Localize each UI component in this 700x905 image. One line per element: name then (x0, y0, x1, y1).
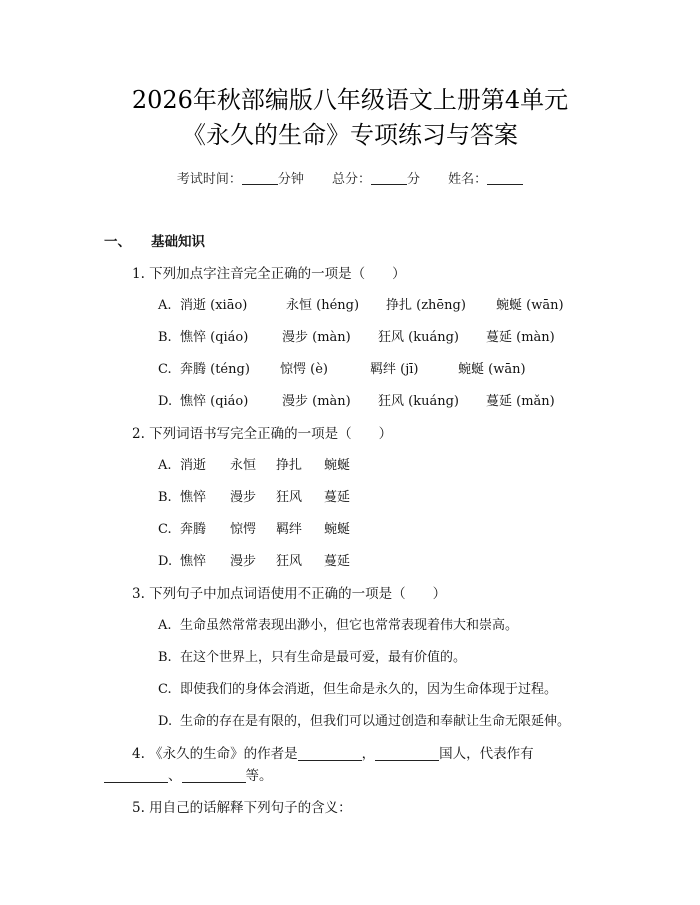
q3-option-a[interactable]: A. 生命虽然常常表现出渺小，但它也常常表现着伟大和崇高。 (158, 618, 519, 633)
q1-option-c[interactable]: C. 奔腾 (téng) 惊愕 (è) 羁绊 (jī) 蜿蜒 (wān) (158, 362, 526, 377)
q2-option-a[interactable]: A. 消逝 永恒 挣扎 蜿蜒 (158, 458, 351, 473)
page-title: 2026年秋部编版八年级语文上册第4单元 (131, 86, 569, 114)
q1-option-a[interactable]: A. 消逝 (xiāo) 永恒 (héng) 挣扎 (zhēng) 蜿蜒 (wān) (158, 298, 564, 313)
q3-option-d[interactable]: D. 生命的存在是有限的，但我们可以通过创造和奉献让生命无限延伸。 (158, 714, 571, 729)
score-blank[interactable] (371, 172, 407, 185)
nationality-blank[interactable] (375, 747, 439, 761)
q3-option-c[interactable]: C. 即使我们的身体会消逝，但生命是永久的，因为生命体现于过程。 (158, 682, 558, 697)
question-2: 2. 下列词语书写完全正确的一项是（ ） (132, 426, 393, 442)
q1-option-d[interactable]: D. 憔悴 (qiáo) 漫步 (màn) 狂风 (kuáng) 蔓延 (mǎn) (158, 394, 555, 409)
time-blank[interactable] (242, 172, 278, 185)
question-5: 5. 用自己的话解释下列句子的含义： (132, 800, 352, 816)
works-blank-1[interactable] (104, 769, 168, 783)
works-blank-2[interactable] (182, 769, 246, 783)
question-1: 1. 下列加点字注音完全正确的一项是（ ） (132, 266, 406, 282)
author-blank[interactable] (298, 747, 362, 761)
name-blank[interactable] (487, 172, 523, 185)
q2-option-c[interactable]: C. 奔腾 惊愕 羁绊 蜿蜒 (158, 522, 351, 537)
q1-option-b[interactable]: B. 憔悴 (qiáo) 漫步 (màn) 狂风 (kuáng) 蔓延 (màn) (158, 330, 555, 345)
section-heading: 一、 基础知识 (104, 234, 205, 250)
exam-time: 考试时间： 分钟 (176, 172, 304, 187)
total-score: 总分： 分 (331, 172, 421, 187)
page-subtitle: 《永久的生命》专项练习与答案 (182, 121, 518, 149)
exam-info (0, 168, 700, 187)
student-name: 姓名： (448, 172, 523, 187)
q3-option-b[interactable]: B. 在这个世界上，只有生命是最可爱，最有价值的。 (158, 650, 467, 665)
question-4: 4. 《永久的生命》的作者是 ， 国人，代表作有 (132, 746, 534, 762)
q2-option-d[interactable]: D. 憔悴 漫步 狂风 蔓延 (158, 554, 351, 569)
question-3: 3. 下列句子中加点词语使用不正确的一项是（ ） (132, 586, 447, 602)
question-4-cont: 、 等。 (104, 764, 273, 784)
q2-option-b[interactable]: B. 憔悴 漫步 狂风 蔓延 (158, 490, 351, 505)
